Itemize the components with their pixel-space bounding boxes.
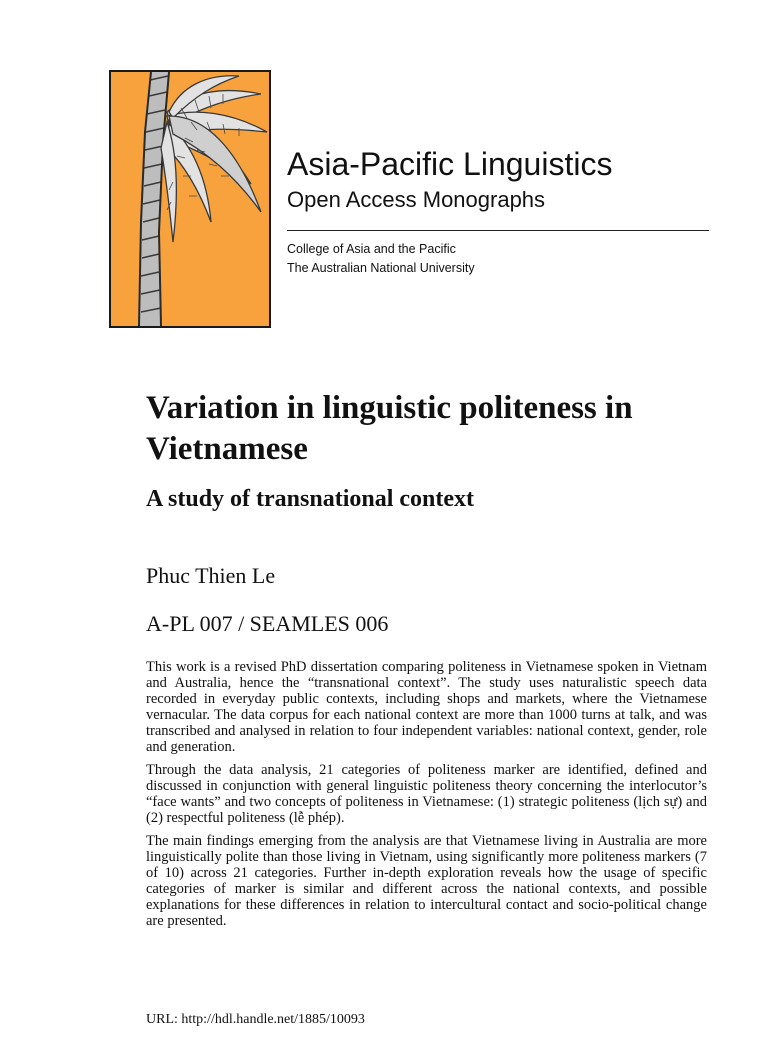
series-number: A-PL 007 / SEAMLES 006	[146, 611, 389, 636]
series-subtitle: Open Access Monographs	[287, 187, 546, 212]
abstract-paragraph: This work is a revised PhD dissertation comparing politeness in Vietnamese spoken in Vietnam and Australia, hence the “transnational context”. The study uses naturalistic speech data recorded in everyday public contexts, including shops and markets, where the Vietnamese vernacular. The data corpus for each national context are more than 1000 turns at talk, and was transcribed and analysed in relation to four independent variables: national context, gender, role and generation.	[146, 659, 707, 755]
abstract-paragraph: Through the data analysis, 21 categories of politeness marker are identified, defined and discussed in conjunction with general linguistic politeness theory concerning the interlocutor’s “face wants” and two concepts of politeness in Vietnamese: (1) strategic politeness (lịch sự) and (2) respectful politeness (lễ phép).	[146, 762, 707, 826]
institution-college: College of Asia and the Pacific	[287, 242, 456, 256]
abstract-paragraph: The main findings emerging from the analysis are that Vietnamese living in Australia are more linguistically polite than those living in Vietnam, using significantly more politeness markers (7 of 10) across 21 categories. Further in-depth exploration reveals how the usage of specific categories of marker is similar and different across the national contexts, and possible explanations for these differences in relation to intercultural contact and socio-political change are presented.	[146, 833, 707, 929]
author-name: Phuc Thien Le	[146, 563, 276, 588]
palm-tree-icon	[111, 72, 269, 326]
institution-university: The Australian National University	[287, 261, 475, 275]
header-divider	[287, 230, 709, 231]
series-title: Asia-Pacific Linguistics	[287, 146, 613, 182]
book-subtitle: A study of transnational context	[146, 486, 475, 512]
handle-url[interactable]: URL: http://hdl.handle.net/1885/10093	[146, 1012, 365, 1027]
book-title: Variation in linguistic politeness in Vietnamese	[146, 390, 633, 467]
series-logo	[109, 70, 271, 328]
abstract	[146, 659, 707, 936]
